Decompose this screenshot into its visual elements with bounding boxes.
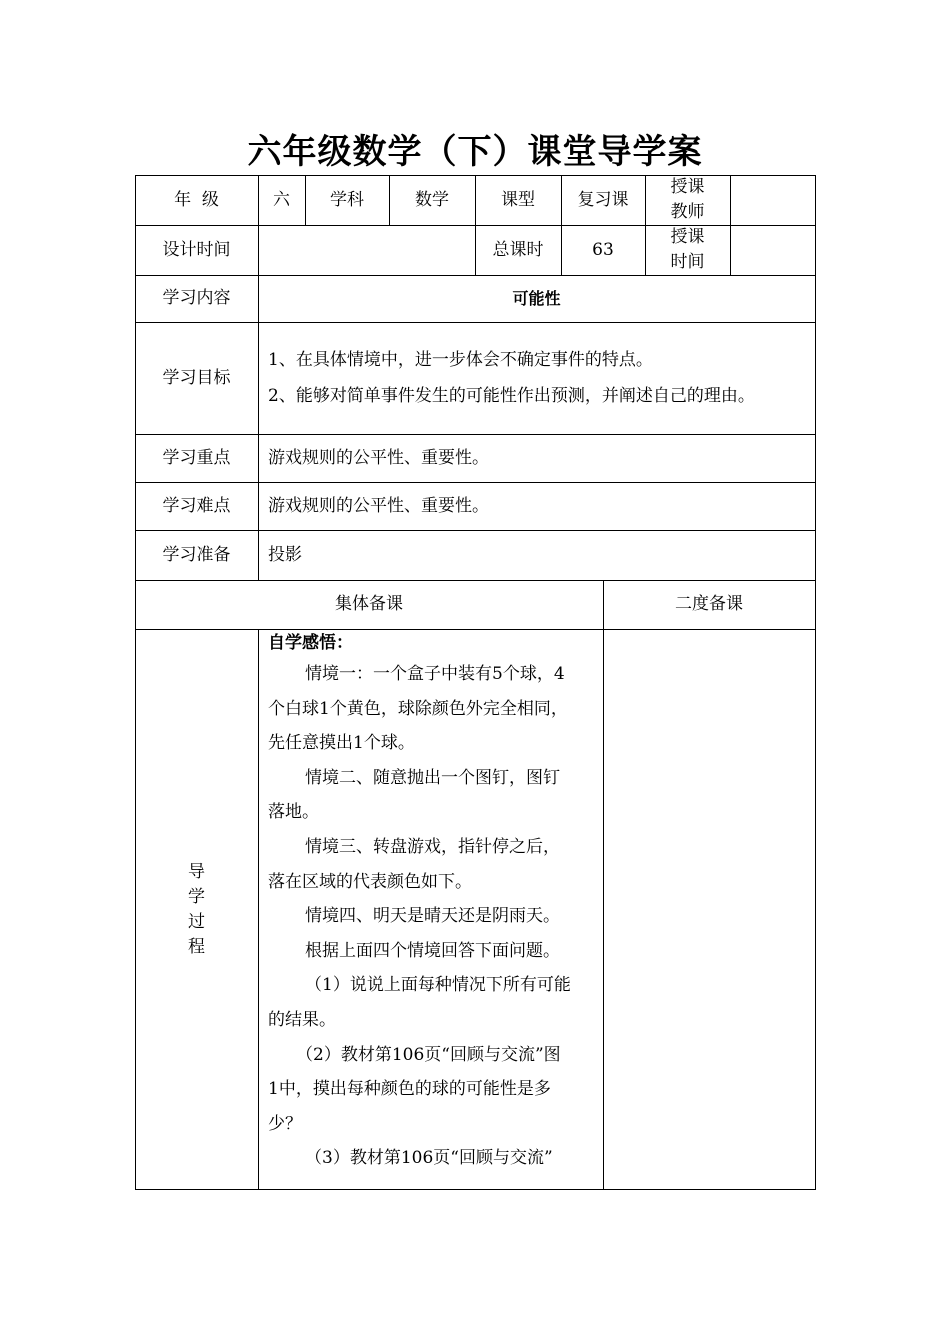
process-label: [135, 629, 258, 1190]
design-time-value: [258, 225, 475, 275]
teacher-label-line-1: 授课: [670, 177, 705, 197]
design-time-label: 设计时间: [162, 239, 231, 260]
total-hours-value: 63: [592, 239, 614, 260]
process-content: [258, 629, 603, 1189]
process-line: 的结果。: [268, 1009, 336, 1030]
grade-label: 年 级: [174, 189, 219, 210]
objective-item: 1、在具体情境中，进一步体会不确定事件的特点。: [268, 350, 653, 370]
class-time-label: [645, 225, 730, 275]
teacher-label: [645, 175, 730, 225]
process-line: （1）说说上面每种情况下所有可能: [305, 975, 571, 996]
process-line: 根据上面四个情境回答下面问题。: [305, 940, 560, 961]
subject-value: 数学: [415, 189, 449, 210]
second-prep-area: [603, 629, 815, 1189]
lesson-type-label: 课型: [501, 189, 535, 210]
content-value: 可能性: [512, 289, 561, 308]
process-label-char: 导: [188, 861, 205, 882]
process-line: 情境三、转盘游戏，指针停之后，: [305, 836, 560, 857]
process-line: 先任意摸出1个球。: [268, 733, 415, 754]
process-line: 情境一：一个盒子中装有5个球，4: [305, 664, 565, 684]
objectives-label: 学习目标: [162, 367, 231, 388]
objectives-list: [258, 322, 815, 434]
key-points-value: 游戏规则的公平性、重要性。: [268, 447, 489, 468]
total-hours-label: 总课时: [492, 239, 544, 260]
preparation-label: 学习准备: [162, 544, 231, 565]
content-label: 学习内容: [162, 288, 231, 308]
process-heading: 自学感悟：: [268, 633, 353, 653]
process-line: 落地。: [268, 802, 319, 823]
process-line: 少？: [268, 1113, 302, 1134]
key-points-label: 学习重点: [162, 447, 231, 468]
process-line: 情境四、明天是晴天还是阴雨天。: [305, 906, 560, 927]
page-title: 六年级数学（下）课堂导学案: [247, 132, 703, 172]
process-line: （2）教材第106页“回顾与交流”图: [296, 1044, 561, 1065]
collective-prep-header: 集体备课: [335, 594, 403, 614]
process-label-char: 过: [188, 911, 205, 932]
process-label-char: 学: [188, 886, 205, 907]
teacher-value: [730, 175, 815, 225]
difficulties-value: 游戏规则的公平性、重要性。: [268, 495, 489, 516]
process-line: 情境二、随意抛出一个图钉，图钉: [305, 767, 560, 788]
class-time-label-line-1: 授课: [670, 227, 705, 247]
grade-value: 六: [273, 189, 290, 210]
teacher-label-line-2: 教师: [670, 202, 705, 222]
subject-label: 学科: [330, 189, 364, 210]
class-time-value: [730, 225, 815, 275]
preparation-value: 投影: [268, 544, 302, 565]
table-border-right: [815, 175, 816, 1190]
process-line: 1中，摸出每种颜色的球的可能性是多: [268, 1079, 551, 1100]
process-label-char: 程: [188, 936, 205, 957]
second-prep-header: 二度备课: [675, 594, 743, 614]
process-line: 个白球1个黄色，球除颜色外完全相同，: [268, 698, 568, 719]
lesson-type-value: 复习课: [577, 189, 629, 210]
difficulties-label: 学习难点: [162, 495, 231, 516]
class-time-label-line-2: 时间: [670, 252, 705, 272]
process-line: 落在区域的代表颜色如下。: [268, 871, 472, 892]
objective-item: 2、能够对简单事件发生的可能性作出预测，并阐述自己的理由。: [268, 386, 755, 406]
process-line: （3）教材第106页“回顾与交流”: [305, 1148, 553, 1169]
